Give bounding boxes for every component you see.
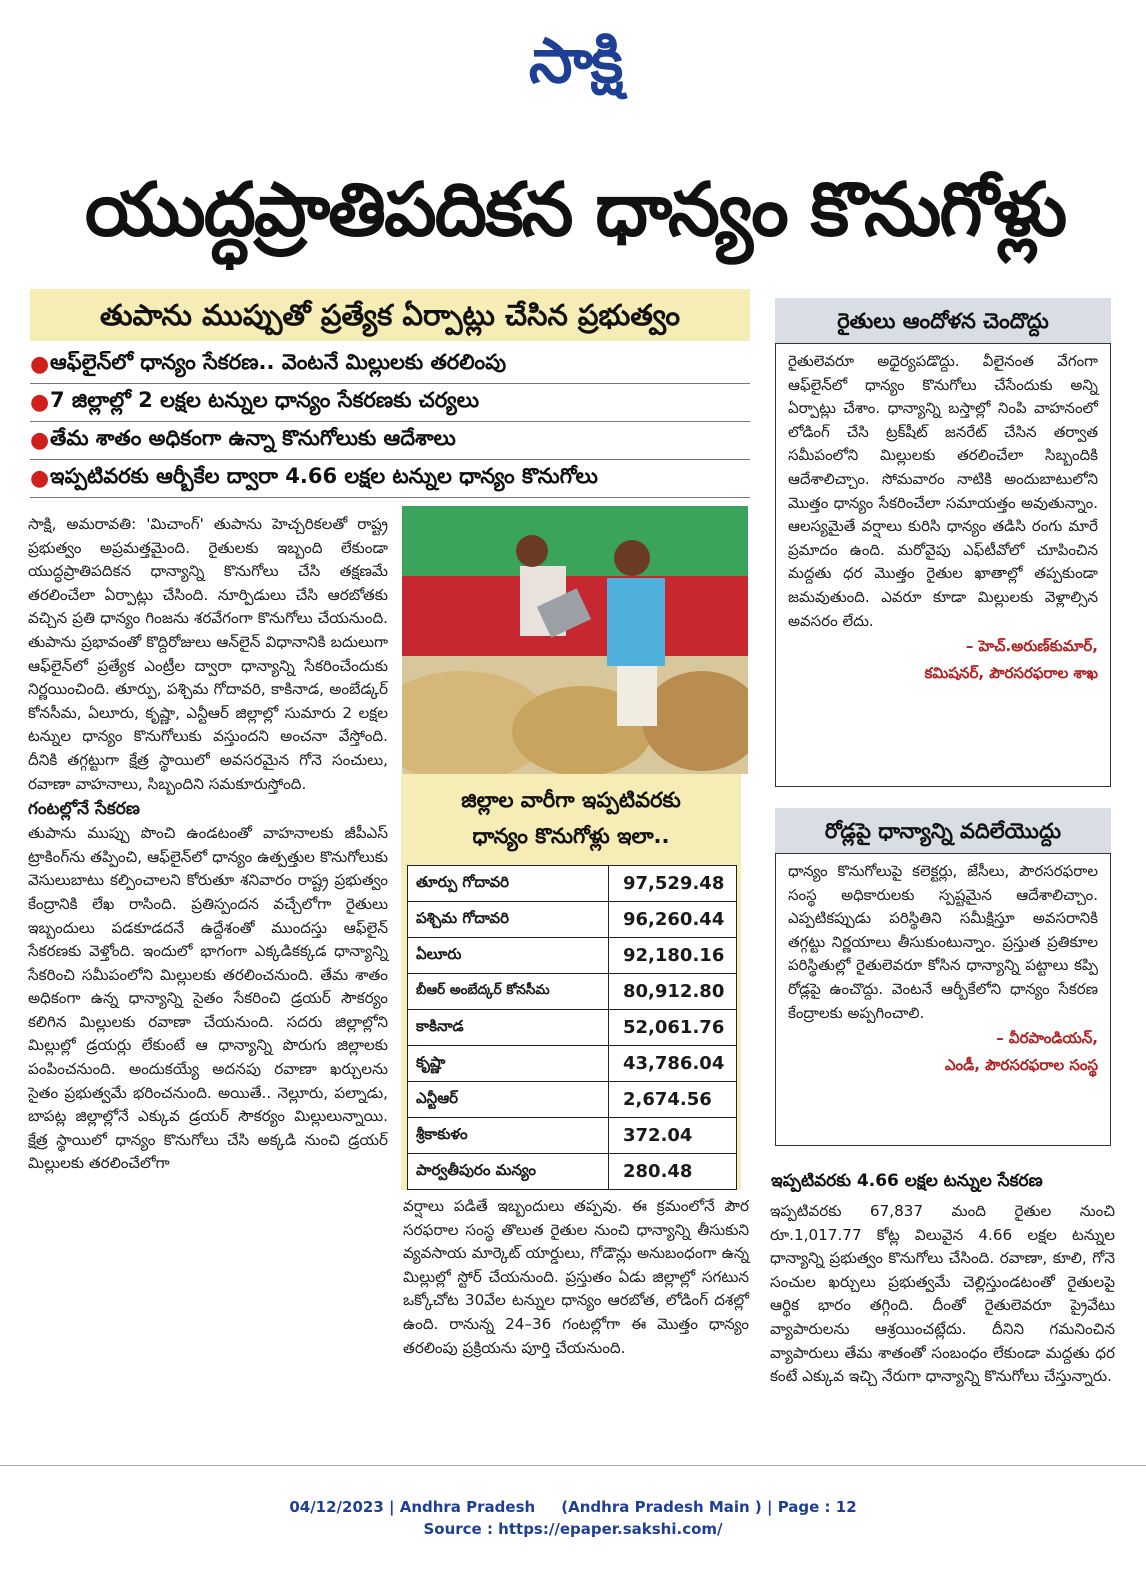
table-row — [408, 938, 737, 974]
table-row — [408, 1010, 737, 1046]
district-box-title — [401, 774, 741, 860]
district-value: 43,786.04 — [609, 1046, 737, 1082]
sidebar-quote-box — [775, 343, 1111, 787]
page-footer — [0, 1496, 1146, 1540]
bullet-text: 7 జిల్లాల్లో 2 లక్షల టన్నుల ధాన్యం సేకరణకు చర్యలు — [50, 387, 479, 412]
signature-name: – హెచ్.అరుణ్‌కుమార్, — [965, 637, 1098, 656]
table-row — [408, 1154, 737, 1190]
farmers-loading-grain-image — [402, 506, 748, 774]
district-value: 96,260.44 — [609, 902, 737, 938]
district-name: కృష్ణా — [408, 1046, 609, 1082]
table-row — [408, 1046, 737, 1082]
district-name: ఎన్టీఆర్ — [408, 1082, 609, 1118]
table-row — [408, 866, 737, 902]
signature-role: ఎండీ, పౌరసరఫరాల సంస్థ — [944, 1056, 1098, 1075]
district-name: బీఆర్ అంబేద్కర్ కోనసీమ — [408, 974, 609, 1010]
bullet-text: ఇప్పటివరకు ఆర్బీకేల ద్వారా 4.66 లక్షల టన్నుల ధాన్యం కొనుగోలు — [50, 463, 598, 488]
farmers-photo — [402, 506, 748, 774]
table-row — [408, 1082, 737, 1118]
district-purchase-box — [401, 774, 741, 1190]
district-name: ఏలూరు — [408, 938, 609, 974]
district-name: పార్వతీపురం మన్యం — [408, 1154, 609, 1190]
district-value: 52,061.76 — [609, 1010, 737, 1046]
district-name: పశ్చిమ గోదావరి — [408, 902, 609, 938]
signature-name: – వీరపాండియన్, — [996, 1029, 1098, 1048]
district-name: శ్రీకాకుళం — [408, 1118, 609, 1154]
column-story-title: ఇప్పటివరకు 4.66 లక్షల టన్నుల సేకరణ — [771, 1171, 1043, 1191]
bullet-dot-icon: ● — [30, 352, 50, 377]
table-row — [408, 974, 737, 1010]
district-value: 92,180.16 — [609, 938, 737, 974]
district-value: 372.04 — [609, 1118, 737, 1154]
column-story — [770, 1200, 1115, 1389]
story-continuation-column — [403, 1195, 749, 1360]
sidebar-title: రైతులు ఆందోళన చెందొద్దు — [775, 298, 1111, 344]
bullet-item — [30, 346, 750, 384]
sidebar-text: రైతులెవరూ అధైర్యపడొద్దు. వీలైనంత వేగంగా ఆఫ్‌లైన్‌లో ధాన్యం కొనుగోలు చేసేందుకు అన్ని ఏర్పాట్లు చేశాం. ధాన్యాన్ని బస్తాల్లో నింపి వాహనంలో లోడింగ్ చేసి ట్రక్‌షీట్ జనరేట్ చేసిన తర్వాత సమీపంలోని మిల్లులకు తరలించేలా సిబ్బందికి ఆదేశాలిచ్చాం. సోమవారం నాటికి అందుబాటులోని మొత్తం ధాన్యం సేకరించేలా సమాయత్తం అవుతున్నాం. ఆలస్యమైతే వర్షాలు కురిసి ధాన్యం తడిసి రంగు మారే ప్రమాదం ఉంది. మరోవైపు ఎఫ్‌టీవోలో చూపించిన మద్దతు ధర మొత్తం రైతుల ఖాతాల్లో తప్పకుండా జమవుతుంది. ఎవరూ కూడా మిల్లులకు వెళ్లాల్సిన అవసరం లేదు. — [788, 352, 1098, 630]
story-paragraph: తుపాను ముప్పు పొంచి ఉండటంతో వాహనాలకు జీపీఎస్ ట్రాకింగ్‌ను తప్పించి, ఆఫ్‌లైన్‌లో ధాన్యం ఉత్పత్తుల కొనుగోలుకు వెసులుబాటు కల్పించాలని కోరుతూ శనివారం రాష్ట్ర ప్రభుత్వం కేంద్రానికి లేఖ రాసింది. ప్రతిస్పందన వచ్చేలోగా రైతులు ఇబ్బందులు పడకూడదనే ఉద్దేశంతో ముందస్తు ఆఫ్‌లైన్ సేకరణకు వెళ్తోంది. ఇందులో భాగంగా ఎక్కడికక్కడ ధాన్యాన్ని సేకరించి సమీపంలోని మిల్లులకు తరలించనుంది. తేమ శాతం అధికంగా ఉన్న ధాన్యాన్ని సైతం సేకరించి డ్రయర్ సౌకర్యం కలిగిన మిల్లులకు రవాణా చేయనుంది. సదరు జిల్లాల్లోని మిల్లుల్లో డ్రయర్లు లేకుంటే ఆ ధాన్యాన్ని పొరుగు జిల్లాలకు పంపించనుంది. అందుకయ్యే అదనపు రవాణా ఖర్చులను సైతం ప్రభుత్వమే భరించనుంది. అయితే.. నెల్లూరు, పల్నాడు, బాపట్ల జిల్లాల్లోనే ఎక్కువ డ్రయర్ సౌకర్యం మిల్లులున్నాయి. క్షేత్ర స్థాయిలో ధాన్యం కొనుగోలు చేసి అక్కడి నుంచి డ్రయర్ మిల్లులకు తరలించేలోగా — [28, 824, 388, 1173]
footer-dateline: 04/12/2023 | Andhra Pradesh (Andhra Pradesh Main ) | Page : 12 — [289, 1498, 857, 1516]
bullet-dot-icon: ● — [30, 428, 50, 453]
table-row — [408, 902, 737, 938]
bullet-dot-icon: ● — [30, 466, 50, 491]
footer-divider — [0, 1465, 1146, 1466]
bullet-text: ఆఫ్‌లైన్‌లో ధాన్యం సేకరణ.. వెంటనే మిల్లులకు తరలింపు — [50, 349, 507, 374]
district-box-title-line: ధాన్యం కొనుగోళ్లు ఇలా.. — [472, 824, 670, 848]
district-name: తూర్పు గోదావరి — [408, 866, 609, 902]
bullet-item — [30, 460, 750, 498]
newspaper-logo: సాక్షి — [528, 24, 622, 97]
district-value: 2,674.56 — [609, 1082, 737, 1118]
bullet-dot-icon: ● — [30, 390, 50, 415]
story-paragraph: సాక్షి, అమరావతి: 'మిచాంగ్' తుపాను హెచ్చరికలతో రాష్ట్ర ప్రభుత్వం అప్రమత్తమైంది. రైతులకు ఇబ్బంది లేకుండా యుద్ధప్రాతిపదికన ధాన్యాన్ని కొనుగోలు చేసి తక్షణమే తరలించేలా ఏర్పాట్లు చేసింది. నూర్పిడులు చేసి ఆరబోతకు వచ్చిన ప్రతి ధాన్యం గింజను శరవేగంగా కొనుగోలు చేయనుంది. తుపాను ప్రభావంతో కొద్దిరోజులు ఆన్‌లైన్ విధానానికి బదులుగా ఆఫ్‌లైన్‌లో ప్రత్యేక ఎంట్రీల ద్వారా ధాన్యాన్ని సేకరించేందుకు నిర్ణయించింది. తూర్పు, పశ్చిమ గోదావరి, కాకినాడ, అంబేడ్కర్ కోనసీమ, ఏలూరు, కృష్ణా, ఎన్టీఆర్ జిల్లాల్లో సుమారు 2 లక్షల టన్నుల ధాన్యం కొనుగోలుకు వస్తుందని అంచనా వేస్తోంది. దీనికి తగ్గట్టుగా క్షేత్ర స్థాయిలో అవసరమైన గోనె సంచులు, రవాణా వాహనాలు, సిబ్బందిని సమకూరుస్తోంది. — [28, 515, 388, 793]
bullet-text: తేమ శాతం అధికంగా ఉన్నా కొనుగోలుకు ఆదేశాలు — [50, 425, 456, 450]
main-story-column — [28, 513, 388, 1176]
sidebar-title: రోడ్లపై ధాన్యాన్ని వదిలేయొద్దు — [775, 808, 1111, 854]
story-paragraph: ఇప్పటివరకు 67,837 మంది రైతుల నుంచి రూ.1,017.77 కోట్ల విలువైన 4.66 లక్షల టన్నుల ధాన్యాన్ని ప్రభుత్వం కొనుగోలు చేసింది. రవాణా, కూలి, గోనె సంచుల ఖర్చులు ప్రభుత్వమే చెల్లిస్తుండటంతో రైతులపై ఆర్థిక భారం తగ్గింది. దీంతో రైతులెవరూ ప్రైవేటు వ్యాపారులను ఆశ్రయించట్లేదు. దీనిని గమనించిన వ్యాపారులు తేమ శాతంతో సంబంధం లేకుండా మద్దతు ధర కంటే ఎక్కువ ఇచ్చి నేరుగా ధాన్యాన్ని కొనుగోలు చేస్తున్నారు. — [770, 1202, 1115, 1386]
footer-source: Source : https://epaper.sakshi.com/ — [423, 1520, 723, 1538]
district-name: కాకినాడ — [408, 1010, 609, 1046]
bullet-list — [30, 346, 750, 498]
sidebar-text: ధాన్యం కొనుగోలుపై కలెక్టర్లు, జేసీలు, పౌరసరఫరాల సంస్థ అధికారులకు స్పష్టమైన ఆదేశాలిచ్చాం. ఎప్పటికప్పుడు పరిస్థితిని సమీక్షిస్తూ అవసరానికి తగ్గట్టు నిర్ణయాలు తీసుకుంటున్నాం. ప్రస్తుత ప్రతికూల పరిస్థితుల్లో రైతులెవరూ కోసిన ధాన్యాన్ని పట్టాలు కప్పి రోడ్లపై ఉంచొద్దు. వెంటనే ఆర్బీకేలోని ధాన్యం సేకరణ కేంద్రాలకు అప్పగించాలి. — [788, 862, 1098, 1022]
district-value: 97,529.48 — [609, 866, 737, 902]
headline: యుద్ధప్రాతిపదికన ధాన్యం కొనుగోళ్లు — [84, 167, 1066, 253]
story-subtitle: గంటల్లోనే సేకరణ — [28, 799, 140, 820]
subheadline: తుపాను ముప్పుతో ప్రత్యేక ఏర్పాట్లు చేసిన ప్రభుత్వం — [30, 289, 750, 341]
sidebar-quote-box — [775, 853, 1111, 1146]
bullet-item — [30, 384, 750, 422]
bullet-item — [30, 422, 750, 460]
district-table — [407, 865, 737, 1190]
table-row — [408, 1118, 737, 1154]
signature-role: కమిషనర్, పౌరసరఫరాల శాఖ — [924, 664, 1098, 683]
story-paragraph: వర్షాలు పడితే ఇబ్బందులు తప్పవు. ఈ క్రమంలోనే పౌర సరఫరాల సంస్థ తొలుత రైతుల నుంచి ధాన్యాన్ని తీసుకుని వ్యవసాయ మార్కెట్ యార్డులు, గోడౌన్లు అనుబంధంగా ఉన్న మిల్లుల్లో స్టోర్ చేయనుంది. ప్రస్తుతం ఏడు జిల్లాల్లో సగటున ఒక్కోచోట 30వేల టన్నుల ధాన్యం ఆరబోత, లోడింగ్ దశల్లో ఉంది. రానున్న 24–36 గంటల్లోగా ఈ మొత్తం ధాన్యం తరలింపు ప్రక్రియను పూర్తి చేయనుంది. — [403, 1197, 749, 1357]
district-value: 280.48 — [609, 1154, 737, 1190]
district-value: 80,912.80 — [609, 974, 737, 1010]
district-box-title-line: జిల్లాల వారీగా ఇప్పటివరకు — [461, 788, 681, 812]
